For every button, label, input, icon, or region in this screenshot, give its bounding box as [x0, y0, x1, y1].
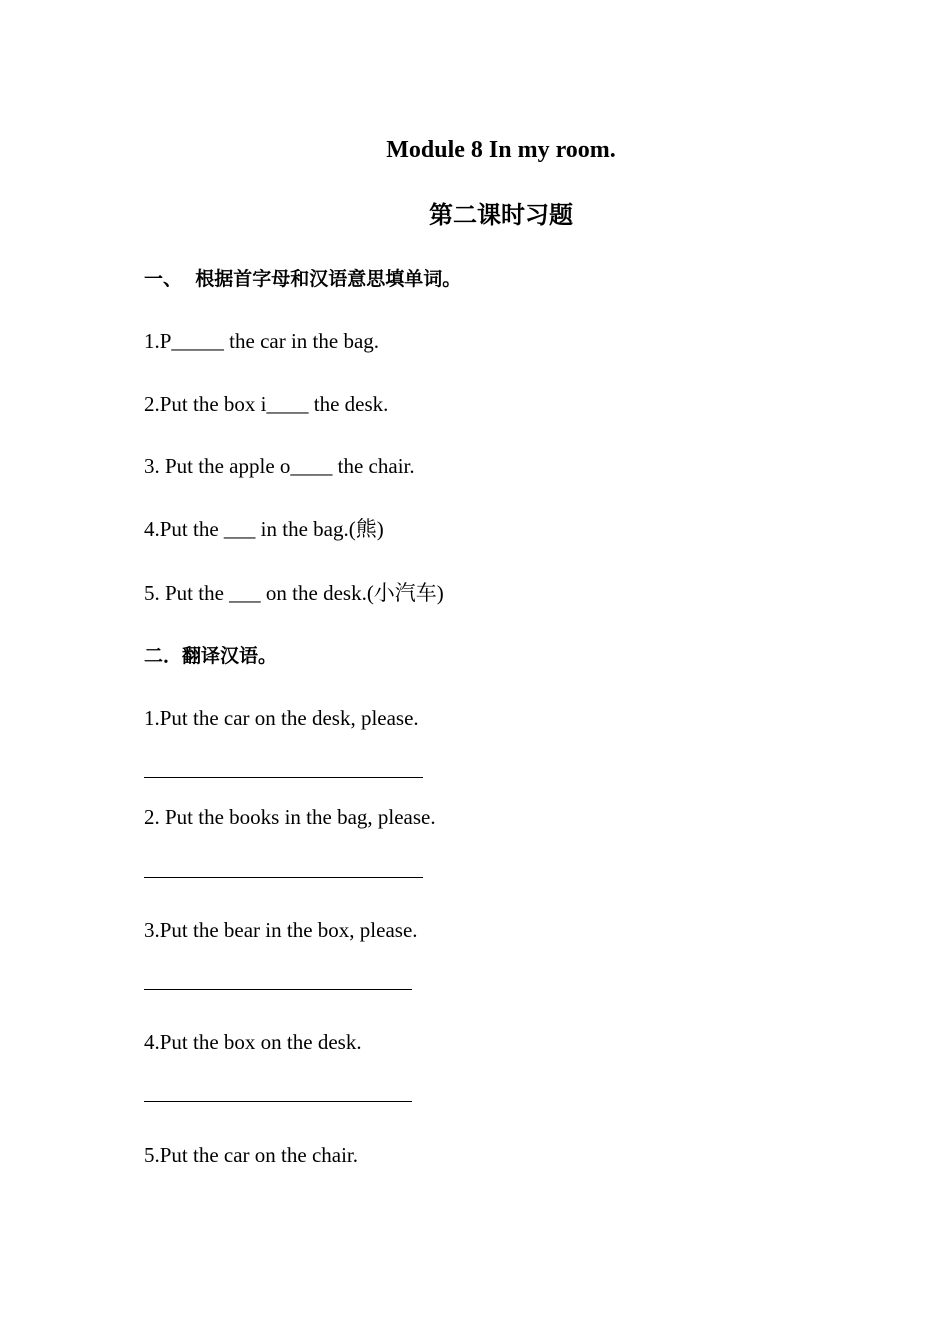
section1-item-2: 2.Put the box i____ the desk.	[144, 392, 389, 416]
answer-line-4	[144, 1101, 412, 1102]
section2-item-5: 5.Put the car on the chair.	[144, 1143, 359, 1167]
section1-item-1: 1.P_____ the car in the bag.	[144, 329, 380, 353]
lesson-subtitle: 第二课时习题	[429, 201, 573, 229]
section1-item-3: 3. Put the apple o____ the chair.	[144, 454, 415, 478]
section2-heading: 二．翻译汉语。	[144, 645, 278, 667]
section1-heading: 一、 根据首字母和汉语意思填单词。	[144, 268, 462, 290]
answer-line-2	[144, 877, 423, 878]
page-title: Module 8 In my room.	[386, 137, 616, 163]
section2-item-4: 4.Put the box on the desk.	[144, 1030, 362, 1054]
section2-item-1: 1.Put the car on the desk, please.	[144, 706, 419, 730]
section2-item-3: 3.Put the bear in the box, please.	[144, 918, 418, 942]
answer-line-3	[144, 989, 412, 990]
section1-item-4: 4.Put the ___ in the bag.(熊)	[144, 517, 384, 541]
section1-item-5: 5. Put the ___ on the desk.(小汽车)	[144, 581, 444, 605]
section2-item-2: 2. Put the books in the bag, please.	[144, 805, 436, 829]
answer-line-1	[144, 777, 423, 778]
